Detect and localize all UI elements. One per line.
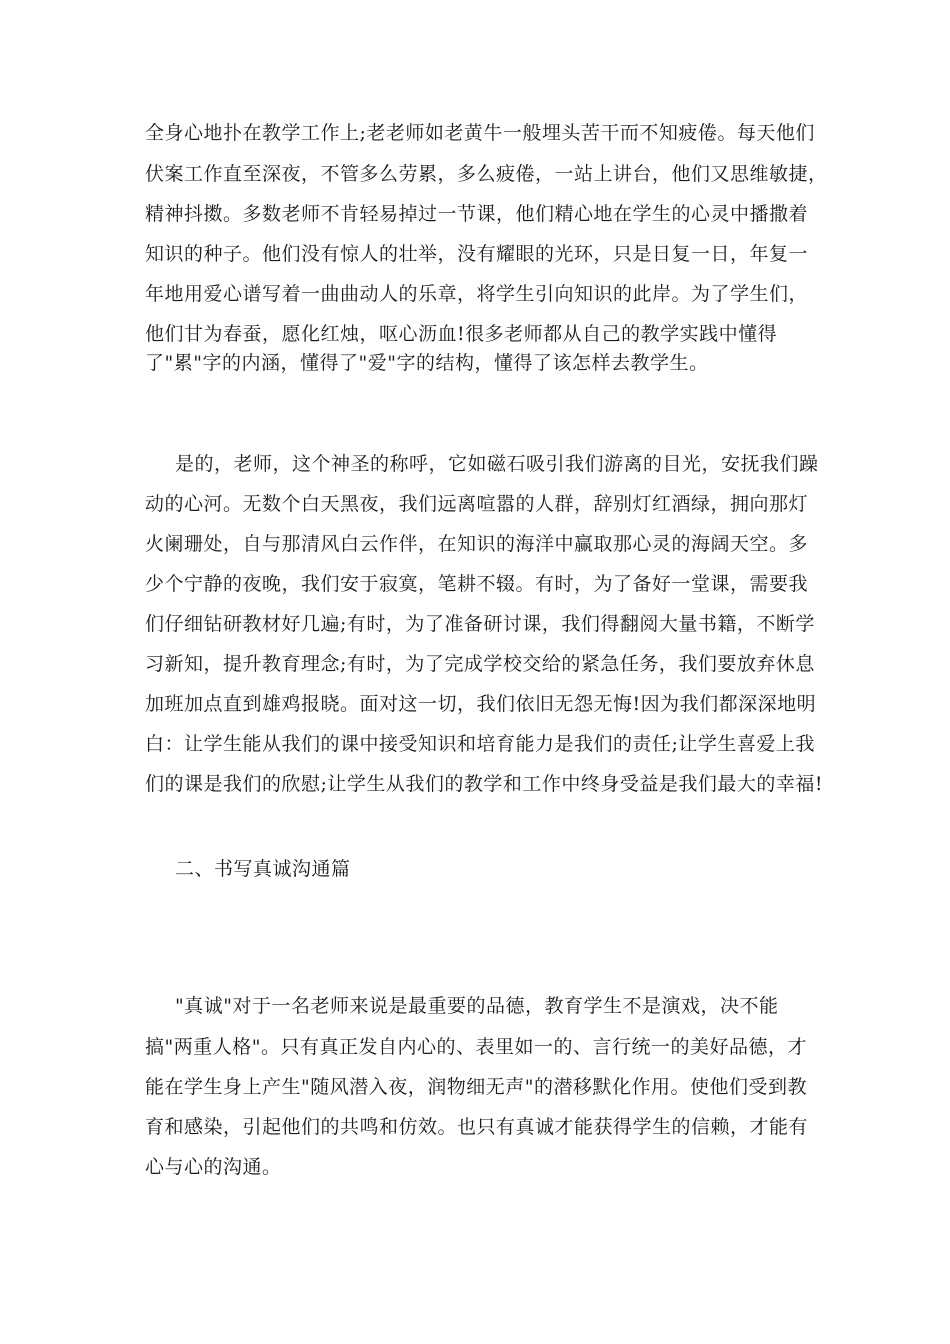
paragraph-2-line-9: 们的课是我们的欣慰;让学生从我们的教学和工作中终身受益是我们最大的幸福!	[145, 773, 824, 795]
paragraph-1-line-5: 年地用爱心谱写着一曲曲动人的乐章，将学生引向知识的此岸。为了学生们，	[145, 283, 809, 305]
paragraph-2-line-6: 习新知，提升教育理念;有时，为了完成学校交给的紧急任务，我们要放弃休息	[145, 653, 815, 675]
paragraph-3-line-2: 搞"两重人格"。只有真正发自内心的、表里如一的、言行统一的美好品德，才	[145, 1036, 807, 1058]
paragraph-3-line-1: "真诚"对于一名老师来说是最重要的品德，教育学生不是演戏，决不能	[175, 995, 779, 1017]
paragraph-2-line-1: 是的，老师，这个神圣的称呼，它如磁石吸引我们游离的目光，安抚我们躁	[175, 453, 819, 475]
paragraph-2-line-4: 少个宁静的夜晚，我们安于寂寞，笔耕不辍。有时，为了备好一堂课，需要我	[145, 573, 809, 595]
paragraph-1-line-6: 他们甘为春蚕，愿化红烛，呕心沥血!很多老师都从自己的教学实践中懂得	[145, 323, 778, 345]
paragraph-1-line-7: 了"累"字的内涵，懂得了"爱"字的结构，懂得了该怎样去教学生。	[145, 352, 709, 374]
paragraph-2-line-7: 加班加点直到雄鸡报晓。面对这一切，我们依旧无怨无悔!因为我们都深深地明	[145, 693, 817, 715]
section-heading: 二、书写真诚沟通篇	[175, 858, 351, 880]
paragraph-3-line-5: 心与心的沟通。	[145, 1156, 282, 1178]
paragraph-1-line-3: 精神抖擞。多数老师不肯轻易掉过一节课，他们精心地在学生的心灵中播撒着	[145, 203, 809, 225]
paragraph-2-line-2: 动的心河。无数个白天黑夜，我们远离喧嚣的人群，辞别灯红酒绿，拥向那灯	[145, 493, 809, 515]
paragraph-1-line-2: 伏案工作直至深夜，不管多么劳累，多么疲倦，一站上讲台，他们又思维敏捷，	[145, 163, 828, 185]
paragraph-1-line-4: 知识的种子。他们没有惊人的壮举，没有耀眼的光环，只是日复一日，年复一	[145, 243, 809, 265]
paragraph-2-line-5: 们仔细钻研教材好几遍;有时，为了准备研讨课，我们得翻阅大量书籍，不断学	[145, 613, 815, 635]
paragraph-2-line-3: 火阑珊处，自与那清风白云作伴，在知识的海洋中赢取那心灵的海阔天空。多	[145, 533, 809, 555]
paragraph-3-line-4: 育和感染，引起他们的共鸣和仿效。也只有真诚才能获得学生的信赖，才能有	[145, 1116, 809, 1138]
paragraph-1-line-1: 全身心地扑在教学工作上;老老师如老黄牛一般埋头苦干而不知疲倦。每天他们	[145, 122, 815, 144]
paragraph-2-line-8: 白：让学生能从我们的课中接受知识和培育能力是我们的责任;让学生喜爱上我	[145, 733, 815, 755]
paragraph-3-line-3: 能在学生身上产生"随风潜入夜，润物细无声"的潜移默化作用。使他们受到教	[145, 1076, 807, 1098]
